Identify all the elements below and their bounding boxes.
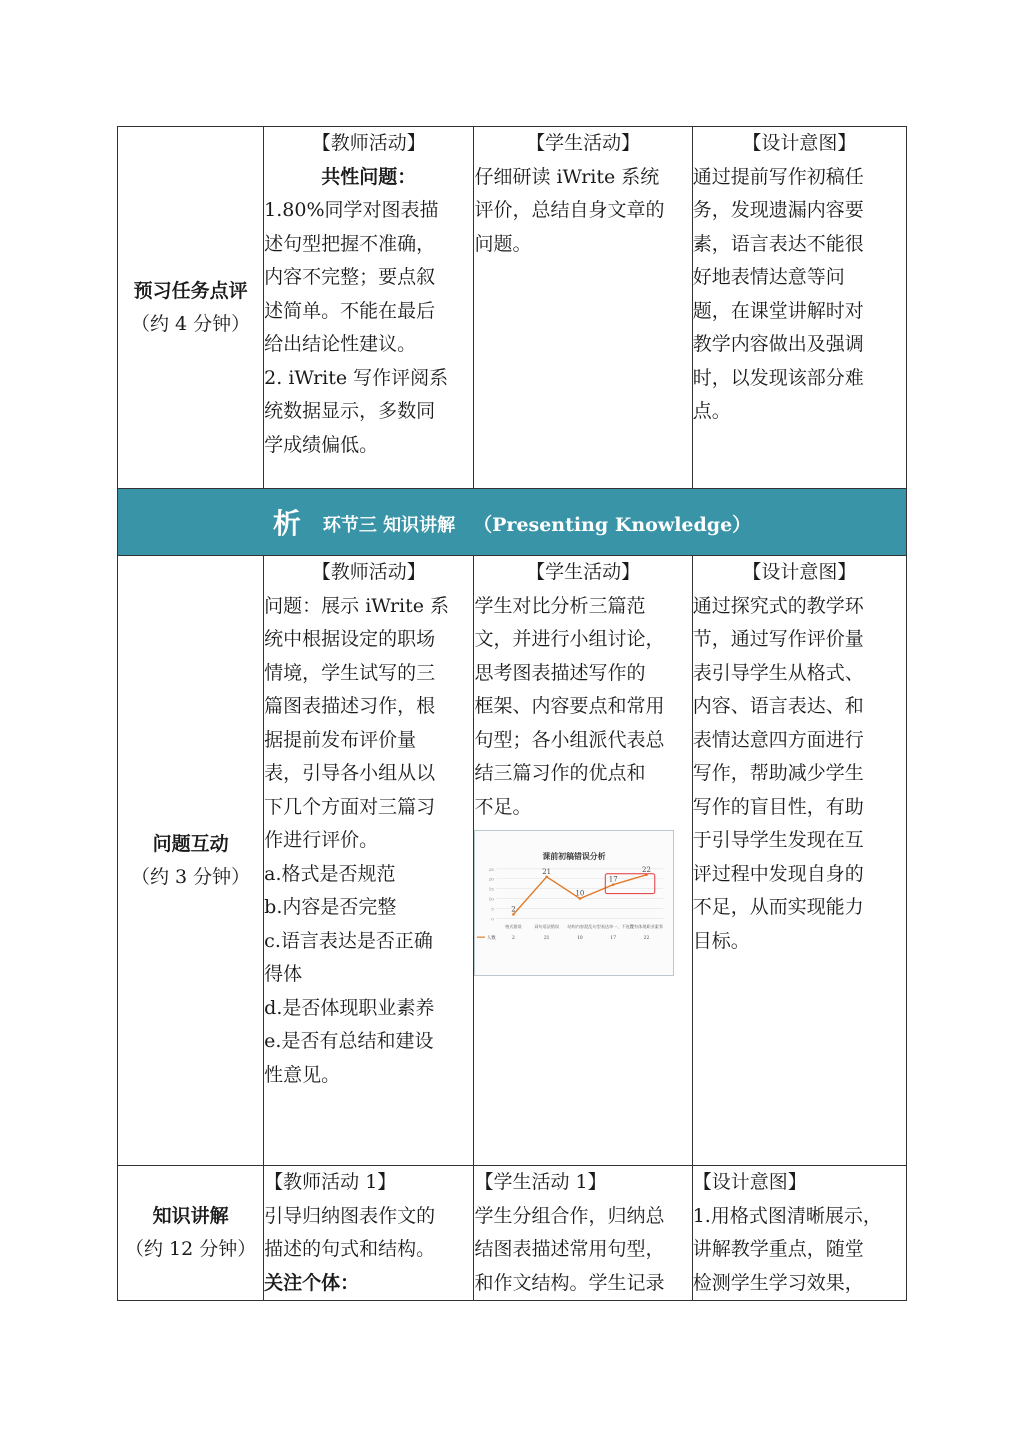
y-tick-label: 0 xyxy=(491,916,495,922)
text-line: 文，并进行小组讨论， xyxy=(474,628,665,650)
text-line: 据提前发布评价量 xyxy=(264,728,417,751)
data-point xyxy=(579,897,582,900)
text-line: 内容不完整；要点叙 xyxy=(264,266,436,288)
text-line: 句型；各小组派代表总 xyxy=(474,728,665,751)
text-line: 写作，帮助减少学生 xyxy=(692,762,864,784)
row-label xyxy=(118,127,264,489)
banner-english: （Presenting Knowledge） xyxy=(473,514,752,536)
row-preview-review xyxy=(118,127,907,489)
text-line: 通过探究式的教学环 xyxy=(692,594,864,617)
text-line: 节，通过写作评价量 xyxy=(692,628,864,650)
text-line: 作进行评价。 xyxy=(264,829,379,851)
text-line: 框架、内容要点和常用 xyxy=(474,695,665,717)
x-tick-label: 句型表达单一、不连贯 xyxy=(592,924,635,930)
text-line: 表情达意四方面进行 xyxy=(692,728,864,751)
text-line: 和作文结构。学生记录 xyxy=(474,1271,665,1294)
text-line: 描述的句式和结构。 xyxy=(264,1238,436,1260)
text-line: 务，发现遗漏内容要 xyxy=(692,199,864,221)
cell-text xyxy=(264,194,473,462)
text-line: 给出结论性建议。 xyxy=(264,333,417,355)
student-activity-cell xyxy=(474,1166,692,1301)
text-line: 内容、语言表达、和 xyxy=(692,695,864,717)
cell-text xyxy=(264,590,473,1093)
text-line: 仔细研读 iWrite 系统 xyxy=(474,165,660,188)
text-line: 评价，总结自身文章的 xyxy=(474,199,665,221)
row-label xyxy=(118,1166,264,1301)
cell-text xyxy=(264,1200,473,1267)
text-line: 下几个方面对三篇习 xyxy=(264,795,436,818)
row-knowledge-explanation xyxy=(118,1166,907,1301)
table-value: 10 xyxy=(577,936,584,942)
text-line: c.语言表达是否正确 xyxy=(264,929,433,952)
text-line: 1.用格式图清晰展示， xyxy=(692,1204,882,1227)
lesson-plan-table xyxy=(117,126,907,1301)
table-value: 22 xyxy=(644,936,650,942)
design-intent-cell xyxy=(692,127,906,489)
x-tick-label: 没有体现职业素养 xyxy=(630,924,664,930)
data-label: 21 xyxy=(542,867,552,876)
text-line: 讲解教学重点，随堂 xyxy=(692,1238,864,1260)
cell-header: 【教师活动】 xyxy=(311,561,426,583)
text-line: 得体 xyxy=(264,963,303,985)
cell-header: 【学生活动】 xyxy=(526,132,641,154)
text-line: 好地表情达意等问 xyxy=(692,266,845,288)
text-line: 性意见。 xyxy=(264,1063,341,1086)
data-label: 17 xyxy=(609,875,619,884)
teacher-activity-cell xyxy=(264,1166,474,1301)
row-time: （约 12 分钟） xyxy=(124,1238,257,1260)
text-line: 目标。 xyxy=(692,929,750,952)
cell-text xyxy=(474,161,691,262)
text-line: 评过程中发现自身的 xyxy=(692,862,864,885)
y-tick-label: 15 xyxy=(489,886,495,892)
text-line: 问题：展示 iWrite 系 xyxy=(264,594,450,617)
text-line: 结图表描述常用句型， xyxy=(474,1238,665,1260)
table-value: 17 xyxy=(610,936,617,942)
text-line: 结三篇习作的优点和 xyxy=(474,762,646,784)
text-line: 于引导学生发现在互 xyxy=(692,829,864,851)
x-tick-label: 格式错误 xyxy=(505,924,523,930)
text-line: b.内容是否完整 xyxy=(264,896,397,918)
data-point xyxy=(546,875,549,878)
row-name: 问题互动 xyxy=(152,832,229,855)
text-line: 点。 xyxy=(692,400,731,422)
text-line: 统数据显示，多数同 xyxy=(264,400,436,422)
error-analysis-chart xyxy=(474,830,674,976)
text-line: 写作的盲目性，有助 xyxy=(692,795,864,818)
focus-individual: 关注个体： xyxy=(264,1271,360,1294)
text-line: a.格式是否规范 xyxy=(264,862,396,885)
cell-header: 【学生活动】 xyxy=(526,561,641,583)
student-activity-cell xyxy=(474,556,692,1166)
text-line: 学生分组合作，归纳总 xyxy=(474,1204,665,1227)
text-line: 表，引导各小组从以 xyxy=(264,762,436,784)
cell-header: 【学生活动 1】 xyxy=(474,1171,607,1193)
text-line: 篇图表描述习作，根 xyxy=(264,695,436,717)
section-banner xyxy=(118,489,907,556)
data-point xyxy=(612,883,615,886)
cell-text xyxy=(474,590,691,825)
text-line: 1.80%同学对图表描 xyxy=(264,199,439,221)
row-label xyxy=(118,556,264,1166)
y-tick-label: 10 xyxy=(489,896,495,902)
row-time: （约 3 分钟） xyxy=(131,865,251,888)
text-line: 表引导学生从格式、 xyxy=(692,661,864,684)
design-intent-cell xyxy=(692,556,906,1166)
y-tick-label: 25 xyxy=(489,866,495,872)
common-problems-title: 共性问题： xyxy=(321,165,417,188)
text-line: 情境，学生试写的三 xyxy=(264,661,436,684)
text-line: 引导归纳图表作文的 xyxy=(264,1204,436,1227)
x-tick-label: 结构内容混乱 xyxy=(567,924,593,930)
teacher-activity-cell xyxy=(264,127,474,489)
text-line: 时，以发现该部分难 xyxy=(692,366,864,389)
cell-header: 【教师活动】 xyxy=(311,132,426,154)
text-line: 2. iWrite 写作评阅系 xyxy=(264,366,449,389)
teacher-activity-cell xyxy=(264,556,474,1166)
text-line: 通过提前写作初稿任 xyxy=(692,165,864,188)
text-line: 述简单。不能在最后 xyxy=(264,299,436,322)
table-value: 21 xyxy=(544,936,550,942)
text-line: 不足。 xyxy=(474,795,532,818)
cell-header: 【设计意图】 xyxy=(692,1171,807,1193)
text-line: 检测学生学习效果， xyxy=(692,1271,864,1294)
text-line: 学成绩偏低。 xyxy=(264,433,379,456)
data-label: 10 xyxy=(575,889,585,898)
data-label: 22 xyxy=(642,865,652,874)
data-label: 2 xyxy=(511,905,517,914)
data-point xyxy=(513,913,516,916)
chart-title: 课前初稿错误分析 xyxy=(542,851,607,861)
cell-header: 【设计意图】 xyxy=(742,132,857,154)
text-line: 题，在课堂讲解时对 xyxy=(692,299,864,322)
table-value: 2 xyxy=(512,936,516,942)
banner-title: 环节三 知识讲解 xyxy=(322,515,456,536)
cell-header: 【设计意图】 xyxy=(742,561,857,583)
student-activity-cell xyxy=(474,127,692,489)
x-tick-label: 词句语法错误 xyxy=(534,924,560,930)
row-name: 知识讲解 xyxy=(152,1205,229,1227)
text-line: 问题。 xyxy=(474,232,532,255)
text-line: 思考图表描述写作的 xyxy=(474,661,646,684)
text-line: 学生对比分析三篇范 xyxy=(474,594,646,617)
text-line: e.是否有总结和建设 xyxy=(264,1030,434,1052)
y-tick-label: 5 xyxy=(491,906,495,912)
cell-text xyxy=(693,590,906,959)
y-tick-label: 20 xyxy=(489,876,495,882)
design-intent-cell xyxy=(692,1166,906,1301)
banner-character: 析 xyxy=(272,507,301,540)
legend-label: 人数 xyxy=(487,936,497,942)
text-line: 不足，从而实现能力 xyxy=(692,896,864,918)
row-question-interaction xyxy=(118,556,907,1166)
cell-text xyxy=(693,161,906,429)
text-line: 教学内容做出及强调 xyxy=(692,333,864,355)
cell-text xyxy=(693,1200,906,1301)
cell-text xyxy=(474,1200,691,1301)
row-time: （约 4 分钟） xyxy=(131,312,251,335)
text-line: 素，语言表达不能很 xyxy=(692,232,864,255)
row-name: 预习任务点评 xyxy=(133,279,248,302)
text-line: d.是否体现职业素养 xyxy=(264,996,435,1019)
text-line: 述句型把握不准确， xyxy=(264,232,436,255)
text-line: 统中根据设定的职场 xyxy=(264,628,436,650)
cell-header: 【教师活动 1】 xyxy=(264,1171,397,1193)
